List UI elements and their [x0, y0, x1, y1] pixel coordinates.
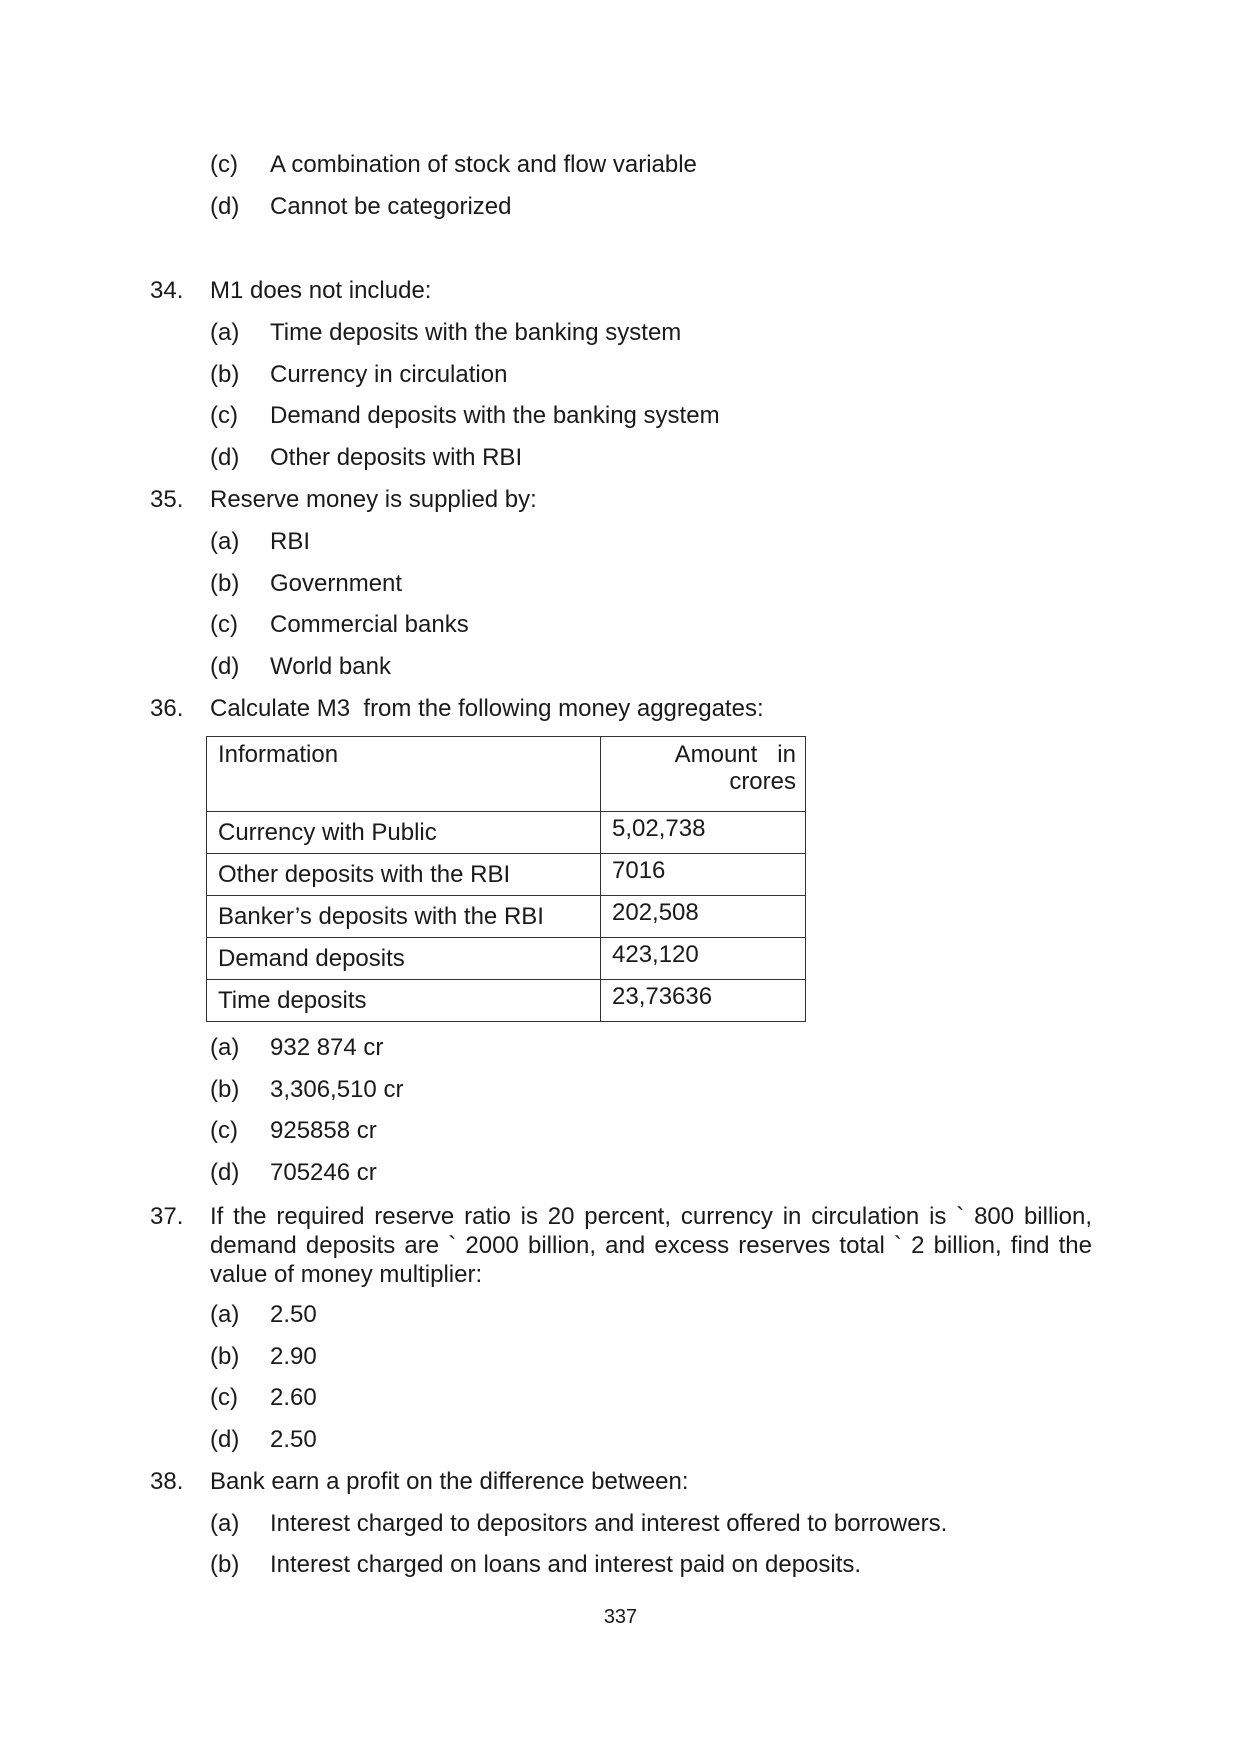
q36-option-c — [210, 1116, 377, 1146]
option-text: 2.60 — [270, 1384, 317, 1411]
option-label: (a) — [210, 319, 240, 346]
option-text: Currency in circulation — [270, 361, 508, 388]
q34-option-a — [210, 318, 681, 348]
q37-option-d — [210, 1425, 317, 1455]
q34-option-b — [210, 360, 507, 390]
q35-option-a — [210, 527, 310, 557]
option-text: 932 874 cr — [270, 1034, 384, 1061]
question-text: M1 does not include: — [210, 277, 432, 304]
table-row — [207, 854, 806, 896]
option-text: 705246 cr — [270, 1159, 377, 1186]
option-text: Commercial banks — [270, 611, 469, 638]
table-header-row — [207, 737, 806, 812]
q33-option-d — [210, 192, 512, 222]
option-label: (b) — [210, 1076, 240, 1103]
header-amount-line2: crores — [729, 768, 796, 795]
q38-option-a — [210, 1509, 947, 1539]
option-text: Interest charged to depositors and interest offered to borrowers. — [270, 1510, 948, 1537]
option-label: (a) — [210, 1510, 240, 1537]
option-label: (d) — [210, 1159, 240, 1186]
row-amount: 7016 — [601, 854, 806, 896]
question-number: 36. — [150, 695, 184, 722]
option-label: (b) — [210, 1551, 240, 1578]
table-row — [207, 938, 806, 980]
row-info: Currency with Public — [207, 812, 601, 854]
q35-option-c — [210, 610, 469, 640]
question-number: 38. — [150, 1468, 184, 1495]
row-info: Demand deposits — [207, 938, 601, 980]
q36-option-d — [210, 1158, 377, 1188]
question-text: Reserve money is supplied by: — [210, 486, 537, 513]
q34-option-d — [210, 443, 522, 473]
option-label: (d) — [210, 653, 240, 680]
question-35 — [150, 485, 537, 515]
option-text: 2.50 — [270, 1426, 317, 1453]
option-text: 925858 cr — [270, 1117, 377, 1144]
header-amount — [601, 737, 806, 812]
option-label: (c) — [210, 611, 238, 638]
row-amount: 202,508 — [601, 896, 806, 938]
q37-option-a — [210, 1300, 317, 1330]
option-label: (a) — [210, 528, 240, 555]
question-number: 34. — [150, 277, 184, 304]
q36-option-a — [210, 1033, 383, 1063]
question-text: Calculate M3 from the following money aggregates: — [210, 695, 764, 722]
option-text: World bank — [270, 653, 391, 680]
row-info: Banker’s deposits with the RBI — [207, 896, 601, 938]
option-text: Interest charged on loans and interest paid on deposits. — [270, 1551, 862, 1578]
question-37-text: If the required reserve ratio is 20 percent, currency in circulation is ` 800 billion, demand deposits are ` 2000 billion, and excess reserves total ` 2 billion, find the value of money multiplier: — [210, 1203, 1092, 1288]
q36-option-b — [210, 1075, 403, 1105]
option-text: 2.90 — [270, 1343, 317, 1370]
question-36 — [150, 694, 764, 724]
q33-option-c — [210, 150, 697, 180]
money-aggregates-table — [206, 736, 806, 1022]
option-label: (a) — [210, 1301, 240, 1328]
page-number: 337 — [603, 1606, 638, 1628]
row-info: Time deposits — [207, 980, 601, 1022]
question-number: 35. — [150, 486, 184, 513]
option-label: (c) — [210, 151, 238, 178]
option-label: (d) — [210, 1426, 240, 1453]
q35-option-d — [210, 652, 391, 682]
option-label: (c) — [210, 1384, 238, 1411]
option-text: Cannot be categorized — [270, 193, 512, 220]
table-row — [207, 812, 806, 854]
option-label: (c) — [210, 1117, 238, 1144]
option-label: (a) — [210, 1034, 240, 1061]
option-label: (d) — [210, 444, 240, 471]
q34-option-c — [210, 401, 720, 431]
row-amount: 23,73636 — [601, 980, 806, 1022]
question-38 — [150, 1467, 689, 1497]
question-text: Bank earn a profit on the difference between: — [210, 1468, 689, 1495]
row-amount: 5,02,738 — [601, 812, 806, 854]
option-label: (b) — [210, 1343, 240, 1370]
option-label: (b) — [210, 570, 240, 597]
table-row — [207, 896, 806, 938]
header-information: Information — [207, 737, 601, 812]
row-amount: 423,120 — [601, 938, 806, 980]
q35-option-b — [210, 569, 402, 599]
option-label: (d) — [210, 193, 240, 220]
option-text: 3,306,510 cr — [270, 1076, 404, 1103]
q37-option-b — [210, 1342, 317, 1372]
option-text: Government — [270, 570, 403, 597]
q37-option-c — [210, 1383, 317, 1413]
header-amount-line1: Amount in — [674, 741, 796, 768]
option-text: Demand deposits with the banking system — [270, 402, 720, 429]
option-label: (c) — [210, 402, 238, 429]
option-text: A combination of stock and flow variable — [270, 151, 697, 178]
row-info: Other deposits with the RBI — [207, 854, 601, 896]
question-37-number: 37. — [150, 1203, 184, 1230]
option-label: (b) — [210, 361, 240, 388]
option-text: RBI — [270, 528, 311, 555]
q38-option-b — [210, 1550, 861, 1580]
question-34 — [150, 276, 431, 306]
table-row — [207, 980, 806, 1022]
option-text: 2.50 — [270, 1301, 317, 1328]
option-text: Other deposits with RBI — [270, 444, 523, 471]
option-text: Time deposits with the banking system — [270, 319, 682, 346]
